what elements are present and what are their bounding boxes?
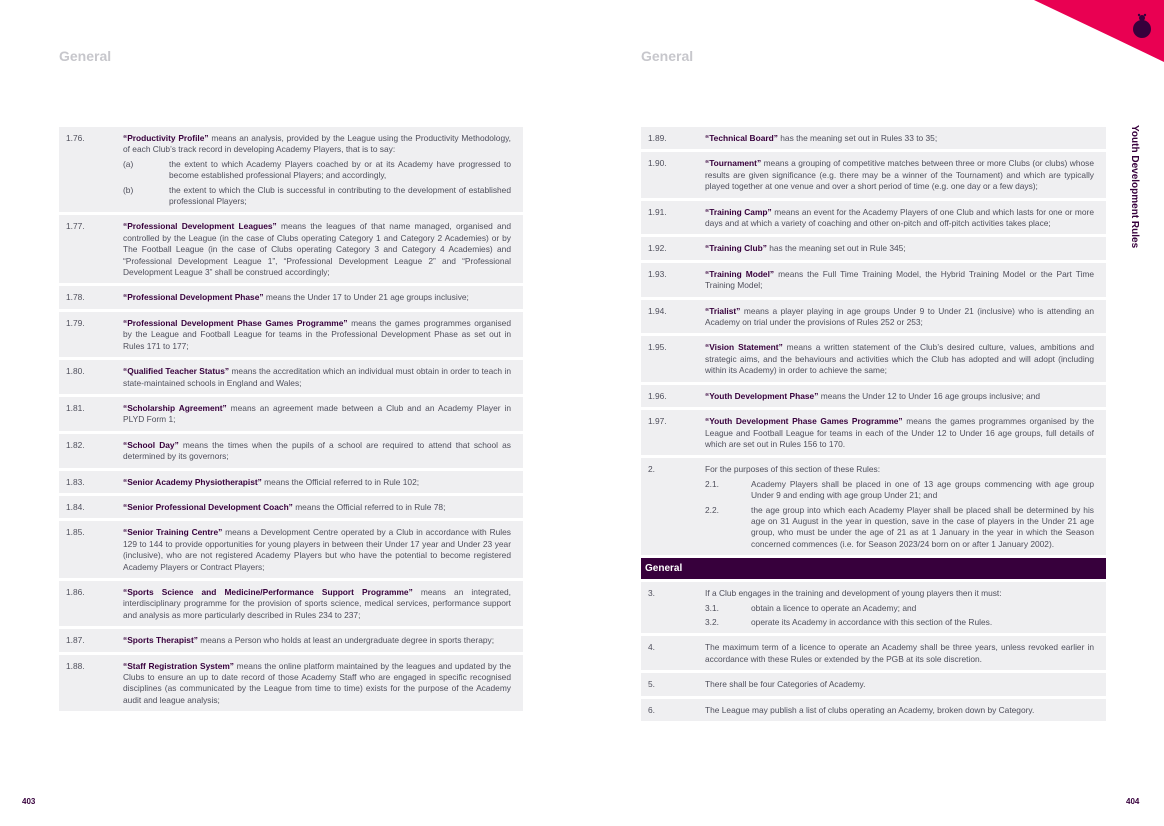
section-side-title: Youth Development Rules <box>1129 125 1140 249</box>
clause-body <box>705 705 1094 716</box>
sub-clause-text: the extent to which Academy Players coached by or at its Academy have progressed to become established professional Players; and accordingly, <box>169 158 511 181</box>
clause-text: means an integrated, interdisciplinary programme for the provision of sports science, medical services, performance support and analysis as more particularly described in Rules 234 to 237; <box>123 586 512 620</box>
clause-body <box>123 527 511 573</box>
clause-row <box>641 300 1106 334</box>
clause-text: means an agreement made between a Club and an Academy Player in PLYD Form 1; <box>123 402 512 425</box>
defined-term: “Productivity Profile” <box>123 133 209 143</box>
clause-text: means the games programmes organised by the League and Football League for teams in the Professional Development Phase as set out in Rules 171 to 177; <box>123 317 511 351</box>
clause-number: 1.92. <box>648 243 667 254</box>
clause-row <box>59 215 523 283</box>
clause-text: has the meaning set out in Rule 345; <box>766 243 906 254</box>
clause-number: 1.84. <box>66 501 85 512</box>
clause-row <box>59 471 523 493</box>
clause-text: has the meaning set out in Rules 33 to 35; <box>777 133 938 143</box>
defined-term: “Professional Development Leagues” <box>123 221 277 232</box>
clause-body <box>123 133 511 156</box>
clause-text: means the Under 12 to Under 16 age groups inclusive; and <box>818 390 1041 401</box>
clause-number: 1.89. <box>648 133 667 143</box>
clause-body <box>123 366 511 389</box>
clause-row <box>641 152 1106 197</box>
sub-clause-label: 2.2. <box>705 504 719 515</box>
clause-number: 1.88. <box>66 660 85 671</box>
defined-term: “Trialist” <box>705 305 741 316</box>
sub-clause <box>123 159 511 182</box>
defined-term: “Training Camp” <box>705 206 772 217</box>
clause-number: 2. <box>648 464 655 475</box>
defined-term: “Senior Professional Development Coach” <box>123 501 293 512</box>
clause-row <box>59 360 523 394</box>
defined-term: “Sports Science and Medicine/Performance Support Programme” <box>123 586 413 597</box>
clause-text: means the Official referred to in Rule 102; <box>261 476 420 487</box>
defined-term: “Youth Development Phase” <box>705 390 819 401</box>
clause-number: 4. <box>648 642 655 653</box>
defined-term: “Vision Statement” <box>705 342 783 353</box>
clause-text: means the times when the pupils of a school are required to attend that school as determined by its governors; <box>123 439 511 462</box>
clause-number: 1.87. <box>66 635 85 646</box>
clause-text: If a Club engages in the training and development of young players then it must: <box>705 588 1002 599</box>
clause-text: The maximum term of a licence to operate an Academy shall be three years, unless revoked earlier in accordance with these Rules or extended by the PGB at its sole discretion. <box>705 642 1094 664</box>
left-page-header: General <box>59 48 112 64</box>
clause-text: means an analysis, provided by the League using the Productivity Methodology, of each Club’s track record in developing Academy Players, that is to say: <box>123 133 511 155</box>
clause-body <box>705 243 1094 254</box>
clause-row <box>641 237 1106 259</box>
sub-clause-text: the age group into which each Academy Player shall be placed shall be determined by his age on 31 August in the year in question, save in the case of players in the Under 21 age group, who must be under the age of 21 as at 1 January in the year in which the Season concerned commences (i.e. for Season 2023/24 born on or after 1 January 2002). <box>751 504 1094 549</box>
sub-clause <box>705 617 1094 628</box>
clause-body <box>705 207 1094 230</box>
clause-text: means an event for the Academy Players of one Club and which lasts for one or more days and at which a variety of coaching and other on-pitch and off-pitch activities takes place; <box>705 206 1094 229</box>
clause-text: means the Full Time Training Model, the Hybrid Training Model or the Part Time Training Model; <box>705 268 1094 291</box>
clause-row <box>59 397 523 431</box>
clause-body <box>705 391 1094 402</box>
clause-body <box>705 342 1094 376</box>
page-number-left: 403 <box>22 797 36 806</box>
clause-text: means the leagues of that name managed, organised and controlled by the League (in the case of Clubs operating Category 1 and Category 2 Academies) or by The Football League (in the case of Clubs operating Category 3 and Category 4 Academies) and “Professional Development League 1”, “Professional Development League 2” and “Professional Development League 3” shall be construed accordingly; <box>123 221 511 278</box>
right-column <box>641 127 1106 724</box>
sub-clause-label: 3.2. <box>705 616 719 627</box>
clause-row <box>59 655 523 712</box>
clause-body <box>123 440 511 463</box>
clause-row <box>59 496 523 518</box>
clause-text: means the games programmes organised by the League and Football League for teams in each of the Under 12 to Under 16 age groups, full details of which are set out in Rules 156 to 170. <box>705 416 1095 449</box>
clause-body <box>705 158 1094 192</box>
clause-body <box>123 318 511 352</box>
sub-clause-label: 3.1. <box>705 602 719 613</box>
defined-term: “Qualified Teacher Status” <box>123 366 230 377</box>
clause-body <box>705 416 1094 450</box>
clause-row <box>59 312 523 357</box>
defined-term: “Senior Training Centre” <box>123 527 223 538</box>
defined-term: “Senior Academy Physiotherapist” <box>123 476 262 487</box>
clause-body <box>705 306 1094 329</box>
clause-row <box>641 673 1106 695</box>
clause-number: 1.82. <box>66 439 85 450</box>
clause-row <box>59 286 523 308</box>
clause-body <box>705 679 1094 690</box>
clause-row <box>59 581 523 626</box>
clause-text: means the Official referred to in Rule 78; <box>292 501 446 512</box>
clause-body <box>123 292 511 303</box>
clause-body <box>705 588 1094 599</box>
clause-number: 1.86. <box>66 586 85 597</box>
clause-number: 1.95. <box>648 342 667 353</box>
sub-clause-label: (a) <box>123 158 134 169</box>
clause-row <box>59 629 523 651</box>
defined-term: “School Day” <box>123 439 179 450</box>
sub-clause-text: obtain a licence to operate an Academy; and <box>751 602 917 613</box>
clause-body <box>705 133 1094 144</box>
sub-clause-label: (b) <box>123 184 134 195</box>
page-number-right: 404 <box>1126 797 1140 806</box>
clause-row <box>641 263 1106 297</box>
clause-row <box>641 458 1106 555</box>
clause-number: 1.80. <box>66 366 85 377</box>
clause-number: 1.81. <box>66 402 85 413</box>
clause-number: 1.85. <box>66 527 85 538</box>
clause-text: means a Development Centre operated by a Club in accordance with Rules 129 to 144 to provide opportunities for young players in between their Under 17 year and Under 23 year (inclusive), who are not registered Academy Players but who have the potential to become registered Academy Players or Contract Players; <box>123 527 511 572</box>
clause-body <box>123 221 511 278</box>
clause-number: 1.76. <box>66 133 85 143</box>
defined-term: “Professional Development Phase” <box>123 292 264 303</box>
defined-term: “Professional Development Phase Games Programme” <box>123 317 348 328</box>
sub-clause <box>705 505 1094 551</box>
clause-body <box>705 464 1094 475</box>
clause-body <box>123 477 511 488</box>
sub-clause-label: 2.1. <box>705 478 719 489</box>
clause-text: means a grouping of competitive matches between three or more Clubs (or clubs) whose results are given significance (e.g. there may be a winner of the Tournament) and which are typically played together at one venue and over a short period of time (e.g. one day or a few days); <box>705 158 1094 192</box>
clause-row <box>641 636 1106 670</box>
clause-number: 1.79. <box>66 317 85 328</box>
right-page-header: General <box>641 48 694 64</box>
clause-row <box>59 434 523 468</box>
clause-number: 1.90. <box>648 158 667 169</box>
sub-clause-text: Academy Players shall be placed in one of 13 age groups commencing with age group Under 9 and ending with age group Under 21; and <box>751 478 1094 501</box>
clause-number: 1.97. <box>648 416 667 427</box>
clause-body <box>123 502 511 513</box>
clause-number: 1.78. <box>66 292 85 303</box>
clause-body <box>123 661 511 707</box>
clause-row <box>641 201 1106 235</box>
clause-text: means the accreditation which an individual must obtain in order to teach in state-maintained schools in England and Wales; <box>123 366 511 388</box>
clause-text: means the online platform maintained by the leagues and updated by the Clubs to ensure an up to date record of those Academy Staff who are engaged in specific recognised disciplines (as communicated by the League from time to time) exists for the purpose of the Academy audit and league analysis; <box>123 660 512 705</box>
sub-clause-text: operate its Academy in accordance with this section of the Rules. <box>751 616 993 627</box>
clause-body <box>123 403 511 426</box>
clause-text: means the Under 17 to Under 21 age groups inclusive; <box>263 292 469 303</box>
clause-row <box>641 410 1106 455</box>
clause-number: 1.96. <box>648 390 667 401</box>
clause-number: 1.94. <box>648 305 667 316</box>
clause-row <box>59 521 523 578</box>
clause-row <box>641 582 1106 633</box>
clause-number: 1.91. <box>648 206 667 217</box>
clause-body <box>123 635 511 646</box>
sub-clause <box>123 185 511 208</box>
clause-text: There shall be four Categories of Academy. <box>705 679 866 690</box>
sub-clause <box>705 603 1094 614</box>
defined-term: “Sports Therapist” <box>123 635 198 646</box>
sub-clause <box>705 479 1094 502</box>
clause-number: 3. <box>648 588 655 599</box>
defined-term: “Training Model” <box>705 268 775 279</box>
clause-row <box>641 385 1106 407</box>
defined-term: “Technical Board” <box>705 133 778 143</box>
clause-row <box>641 699 1106 721</box>
clause-row <box>59 127 523 212</box>
defined-term: “Tournament” <box>705 158 762 169</box>
clause-number: 1.93. <box>648 268 667 279</box>
clause-number: 6. <box>648 704 655 715</box>
clause-body <box>123 587 511 621</box>
clause-number: 1.77. <box>66 221 85 232</box>
clause-body <box>705 269 1094 292</box>
clause-number: 1.83. <box>66 476 85 487</box>
clause-number: 5. <box>648 679 655 690</box>
defined-term: “Training Club” <box>705 243 767 254</box>
clause-text: means a Person who holds at least an undergraduate degree in sports therapy; <box>197 635 495 646</box>
clause-text: For the purposes of this section of these Rules: <box>705 464 881 475</box>
clause-row <box>641 336 1106 381</box>
premier-league-corner-logo <box>1034 0 1164 62</box>
clause-text: means a player playing in age groups Under 9 to Under 21 (inclusive) who is attending an Academy on trial under the provisions of Rules 252 or 253; <box>705 305 1094 328</box>
clause-body <box>705 642 1094 665</box>
clause-row <box>641 127 1106 149</box>
section-band-general: General <box>641 558 1106 579</box>
defined-term: “Youth Development Phase Games Programme” <box>705 416 903 427</box>
left-column <box>59 127 523 714</box>
clause-text: The League may publish a list of clubs operating an Academy, broken down by Category. <box>705 704 1035 715</box>
clause-text: means a written statement of the Club’s desired culture, values, ambitions and strategic aims, and the behaviours and activities which the Club has adopted and will adopt (including within its Academy) in order to achieve the same; <box>705 342 1094 376</box>
sub-clause-text: the extent to which the Club is successful in contributing to the development of established professional Players; <box>169 184 511 207</box>
defined-term: “Scholarship Agreement” <box>123 402 227 413</box>
defined-term: “Staff Registration System” <box>123 660 234 671</box>
